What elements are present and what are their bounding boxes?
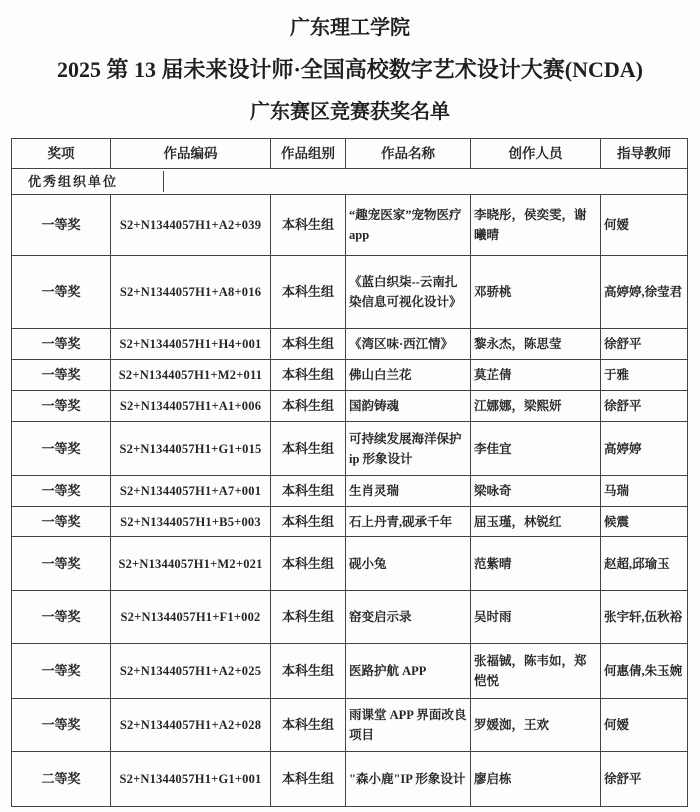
cell-title: "森小鹿"IP 形象设计 (346, 752, 471, 807)
col-header-group: 作品组别 (271, 139, 346, 169)
cell-creators: 廖启栋 (471, 752, 601, 807)
cell-advisors: 何嫒 (601, 699, 688, 752)
cell-title: “趣宠医家”宠物医疗 app (346, 195, 471, 256)
cell-group: 本科生组 (271, 537, 346, 591)
cell-group: 本科生组 (271, 391, 346, 422)
cell-code: S2+N1344057H1+G1+015 (111, 422, 271, 476)
doc-title-award-list: 广东赛区竞赛获奖名单 (250, 101, 450, 123)
table-row (12, 507, 688, 537)
table-row (12, 537, 688, 591)
col-header-award: 奖项 (12, 139, 111, 169)
table-row (12, 476, 688, 507)
cell-award: 一等奖 (12, 591, 111, 644)
cell-award: 一等奖 (12, 422, 111, 476)
cell-code: S2+N1344057H1+M2+021 (111, 537, 271, 591)
cell-creators: 梁咏奇 (471, 476, 601, 507)
cell-title: 生肖灵瑞 (346, 476, 471, 507)
table-row (12, 360, 688, 391)
section-label: 优秀组织单位 (15, 171, 164, 192)
cell-advisors: 徐舒平 (601, 329, 688, 360)
cell-award: 一等奖 (12, 507, 111, 537)
awards-table (11, 138, 688, 807)
cell-group: 本科生组 (271, 476, 346, 507)
cell-code: S2+N1344057H1+F1+002 (111, 591, 271, 644)
table-header-row (12, 139, 688, 169)
table-row (12, 195, 688, 256)
cell-advisors: 候震 (601, 507, 688, 537)
section-row (12, 169, 688, 195)
cell-creators: 范紫晴 (471, 537, 601, 591)
cell-code: S2+N1344057H1+A7+001 (111, 476, 271, 507)
section-empty-area (164, 171, 684, 192)
cell-title: 《湾区味·西江情》 (346, 329, 471, 360)
cell-code: S2+N1344057H1+A2+028 (111, 699, 271, 752)
table-row (12, 752, 688, 807)
cell-group: 本科生组 (271, 360, 346, 391)
col-header-code: 作品编码 (111, 139, 271, 169)
cell-title: 窑变启示录 (346, 591, 471, 644)
cell-creators: 莫芷倩 (471, 360, 601, 391)
cell-award: 一等奖 (12, 195, 111, 256)
cell-award: 一等奖 (12, 256, 111, 329)
cell-creators: 罗媛洳，王欢 (471, 699, 601, 752)
document-heading (0, 0, 700, 125)
cell-code: S2+N1344057H1+M2+011 (111, 360, 271, 391)
section-cell (12, 169, 688, 195)
cell-creators: 吴时雨 (471, 591, 601, 644)
cell-title: 石上丹青,砚承千年 (346, 507, 471, 537)
cell-code: S2+N1344057H1+A2+025 (111, 644, 271, 699)
table-row (12, 256, 688, 329)
cell-advisors: 马瑞 (601, 476, 688, 507)
cell-advisors: 何嫒 (601, 195, 688, 256)
cell-award: 一等奖 (12, 699, 111, 752)
cell-title: 国韵铸魂 (346, 391, 471, 422)
col-header-title: 作品名称 (346, 139, 471, 169)
cell-title: 《蓝白织柒--云南扎染信息可视化设计》 (346, 256, 471, 329)
table-row (12, 591, 688, 644)
cell-code: S2+N1344057H1+G1+001 (111, 752, 271, 807)
cell-title: 砚小兔 (346, 537, 471, 591)
table-row (12, 329, 688, 360)
cell-award: 一等奖 (12, 476, 111, 507)
cell-creators: 李晓彤，侯奕雯，谢曦晴 (471, 195, 601, 256)
doc-title-competition: 2025 第 13 届未来设计师·全国高校数字艺术设计大赛(NCDA) (56, 57, 644, 82)
cell-advisors: 张宇轩,伍秋裕 (601, 591, 688, 644)
cell-advisors: 于雅 (601, 360, 688, 391)
cell-advisors: 高婷婷 (601, 422, 688, 476)
cell-creators: 张福铖，陈韦如，郑恺悦 (471, 644, 601, 699)
cell-title: 可持续发展海洋保护 ip 形象设计 (346, 422, 471, 476)
cell-title: 佛山白兰花 (346, 360, 471, 391)
doc-title-school: 广东理工学院 (290, 17, 410, 39)
table-row (12, 644, 688, 699)
cell-code: S2+N1344057H1+A8+016 (111, 256, 271, 329)
cell-title: 医路护航 APP (346, 644, 471, 699)
cell-award: 二等奖 (12, 752, 111, 807)
cell-creators: 屈玉瑾，林锐红 (471, 507, 601, 537)
cell-group: 本科生组 (271, 699, 346, 752)
cell-code: S2+N1344057H1+A1+006 (111, 391, 271, 422)
cell-code: S2+N1344057H1+H4+001 (111, 329, 271, 360)
cell-group: 本科生组 (271, 644, 346, 699)
cell-advisors: 何惠倩,朱玉婉 (601, 644, 688, 699)
cell-group: 本科生组 (271, 422, 346, 476)
cell-group: 本科生组 (271, 256, 346, 329)
cell-advisors: 徐舒平 (601, 391, 688, 422)
cell-creators: 江娜娜，梁熙妍 (471, 391, 601, 422)
cell-code: S2+N1344057H1+A2+039 (111, 195, 271, 256)
table-row (12, 699, 688, 752)
cell-advisors: 高婷婷,徐莹君 (601, 256, 688, 329)
cell-group: 本科生组 (271, 329, 346, 360)
cell-advisors: 赵超,邱瑜玉 (601, 537, 688, 591)
cell-creators: 黎永杰，陈思莹 (471, 329, 601, 360)
col-header-creators: 创作人员 (471, 139, 601, 169)
cell-advisors: 徐舒平 (601, 752, 688, 807)
table-row (12, 422, 688, 476)
cell-award: 一等奖 (12, 391, 111, 422)
cell-code: S2+N1344057H1+B5+003 (111, 507, 271, 537)
cell-group: 本科生组 (271, 752, 346, 807)
cell-award: 一等奖 (12, 360, 111, 391)
col-header-advisors: 指导教师 (601, 139, 688, 169)
cell-title: 雨课堂 APP 界面改良项目 (346, 699, 471, 752)
table-row (12, 391, 688, 422)
cell-creators: 李佳宜 (471, 422, 601, 476)
cell-award: 一等奖 (12, 537, 111, 591)
cell-award: 一等奖 (12, 644, 111, 699)
cell-creators: 邓骄桃 (471, 256, 601, 329)
cell-group: 本科生组 (271, 195, 346, 256)
cell-group: 本科生组 (271, 591, 346, 644)
cell-award: 一等奖 (12, 329, 111, 360)
cell-group: 本科生组 (271, 507, 346, 537)
